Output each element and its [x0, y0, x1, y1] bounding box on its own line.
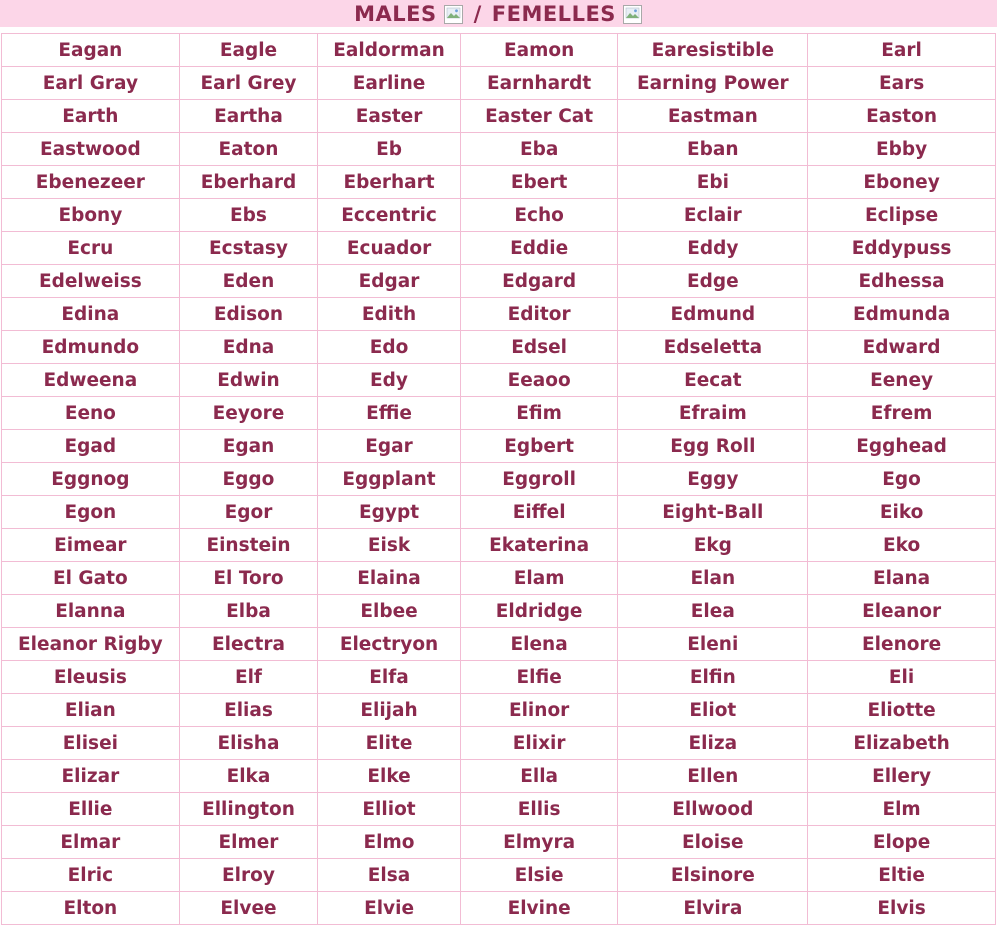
name-link[interactable]: Ecstasy: [179, 232, 318, 265]
name-link[interactable]: Eggplant: [318, 463, 461, 496]
name-link[interactable]: Eclipse: [808, 199, 996, 232]
name-link[interactable]: Edge: [618, 265, 808, 298]
name-link[interactable]: Eiffel: [460, 496, 618, 529]
name-link[interactable]: Elana: [808, 562, 996, 595]
name-link[interactable]: Eleanor Rigby: [2, 628, 180, 661]
name-link[interactable]: Elan: [618, 562, 808, 595]
name-link[interactable]: Edwin: [179, 364, 318, 397]
name-link[interactable]: Electryon: [318, 628, 461, 661]
name-link[interactable]: Eagle: [179, 34, 318, 67]
name-link[interactable]: Ellis: [460, 793, 618, 826]
name-link[interactable]: Eloise: [618, 826, 808, 859]
name-link[interactable]: Ebs: [179, 199, 318, 232]
name-link[interactable]: Edith: [318, 298, 461, 331]
name-link[interactable]: El Gato: [2, 562, 180, 595]
name-link[interactable]: Ego: [808, 463, 996, 496]
name-link[interactable]: Elanna: [2, 595, 180, 628]
name-link[interactable]: Elena: [460, 628, 618, 661]
name-link[interactable]: Elvine: [460, 892, 618, 925]
females-link[interactable]: FEMELLES: [491, 1, 616, 26]
name-link[interactable]: Egon: [2, 496, 180, 529]
names-grid: [0, 33, 997, 925]
name-link[interactable]: Effie: [318, 397, 461, 430]
name-link[interactable]: Ebert: [460, 166, 618, 199]
name-link[interactable]: Easter Cat: [460, 100, 618, 133]
name-link[interactable]: Elizabeth: [808, 727, 996, 760]
name-link[interactable]: Ebenezeer: [2, 166, 180, 199]
table-row: [2, 628, 996, 661]
name-link[interactable]: Elmo: [318, 826, 461, 859]
name-link[interactable]: Ecuador: [318, 232, 461, 265]
name-link[interactable]: Ebby: [808, 133, 996, 166]
name-link[interactable]: Eko: [808, 529, 996, 562]
name-link[interactable]: Ellen: [618, 760, 808, 793]
name-link[interactable]: Eastwood: [2, 133, 180, 166]
name-link[interactable]: Edo: [318, 331, 461, 364]
name-link[interactable]: Electra: [179, 628, 318, 661]
name-link[interactable]: Ellie: [2, 793, 180, 826]
name-link[interactable]: Earl Gray: [2, 67, 180, 100]
name-link[interactable]: Eiko: [808, 496, 996, 529]
name-link[interactable]: Edmundo: [2, 331, 180, 364]
table-row: [2, 364, 996, 397]
name-link[interactable]: Efim: [460, 397, 618, 430]
name-link[interactable]: Edweena: [2, 364, 180, 397]
name-link[interactable]: Eddie: [460, 232, 618, 265]
name-link[interactable]: Eamon: [460, 34, 618, 67]
name-link[interactable]: Elite: [318, 727, 461, 760]
table-row: [2, 265, 996, 298]
name-link[interactable]: Edmunda: [808, 298, 996, 331]
name-link[interactable]: Earl Grey: [179, 67, 318, 100]
name-link[interactable]: Edy: [318, 364, 461, 397]
table-row: [2, 298, 996, 331]
name-link[interactable]: Edina: [2, 298, 180, 331]
name-link[interactable]: Einstein: [179, 529, 318, 562]
name-link[interactable]: Elka: [179, 760, 318, 793]
name-link[interactable]: Ellwood: [618, 793, 808, 826]
name-link[interactable]: Edsel: [460, 331, 618, 364]
name-link[interactable]: Eberhart: [318, 166, 461, 199]
name-link[interactable]: Eleanor: [808, 595, 996, 628]
name-link[interactable]: Eleni: [618, 628, 808, 661]
table-row: [2, 463, 996, 496]
name-link[interactable]: Easter: [318, 100, 461, 133]
name-link[interactable]: Elenore: [808, 628, 996, 661]
name-link[interactable]: Eggo: [179, 463, 318, 496]
name-link[interactable]: Eden: [179, 265, 318, 298]
name-link[interactable]: Eeney: [808, 364, 996, 397]
name-link[interactable]: Earth: [2, 100, 180, 133]
name-link[interactable]: Elijah: [318, 694, 461, 727]
table-row: [2, 859, 996, 892]
name-link[interactable]: Eli: [808, 661, 996, 694]
name-link[interactable]: Elvis: [808, 892, 996, 925]
name-link[interactable]: Eggnog: [2, 463, 180, 496]
name-link[interactable]: Ekg: [618, 529, 808, 562]
header-separator: /: [473, 1, 482, 26]
name-link[interactable]: Eight-Ball: [618, 496, 808, 529]
table-row: [2, 727, 996, 760]
name-link[interactable]: Elisei: [2, 727, 180, 760]
name-link[interactable]: Eliotte: [808, 694, 996, 727]
name-link[interactable]: Eb: [318, 133, 461, 166]
table-row: [2, 133, 996, 166]
name-link[interactable]: Ellery: [808, 760, 996, 793]
table-row: [2, 694, 996, 727]
name-link[interactable]: Ella: [460, 760, 618, 793]
name-link[interactable]: Eban: [618, 133, 808, 166]
name-link[interactable]: Eaton: [179, 133, 318, 166]
name-link[interactable]: Elam: [460, 562, 618, 595]
name-link[interactable]: Eeno: [2, 397, 180, 430]
males-link[interactable]: MALES: [354, 1, 437, 26]
table-row: [2, 232, 996, 265]
name-link[interactable]: Egbert: [460, 430, 618, 463]
name-link[interactable]: Eldridge: [460, 595, 618, 628]
name-link[interactable]: Elinor: [460, 694, 618, 727]
name-link[interactable]: Elsinore: [618, 859, 808, 892]
name-link[interactable]: Egg Roll: [618, 430, 808, 463]
name-link[interactable]: Elias: [179, 694, 318, 727]
name-link[interactable]: Editor: [460, 298, 618, 331]
name-link[interactable]: Eliot: [618, 694, 808, 727]
name-link[interactable]: Eastman: [618, 100, 808, 133]
name-link[interactable]: Eltie: [808, 859, 996, 892]
name-link[interactable]: Eagan: [2, 34, 180, 67]
name-link[interactable]: Egar: [318, 430, 461, 463]
table-row: [2, 496, 996, 529]
name-link[interactable]: Elmyra: [460, 826, 618, 859]
table-row: [2, 595, 996, 628]
table-row: [2, 331, 996, 364]
name-link[interactable]: Elvie: [318, 892, 461, 925]
broken-image-icon[interactable]: [622, 4, 643, 25]
name-link[interactable]: Edmund: [618, 298, 808, 331]
name-link[interactable]: Egan: [179, 430, 318, 463]
table-row: [2, 793, 996, 826]
name-link[interactable]: Egghead: [808, 430, 996, 463]
name-link[interactable]: Edseletta: [618, 331, 808, 364]
name-link[interactable]: Ecru: [2, 232, 180, 265]
name-link[interactable]: Easton: [808, 100, 996, 133]
name-link[interactable]: Eimear: [2, 529, 180, 562]
name-link[interactable]: Ellington: [179, 793, 318, 826]
name-link[interactable]: Earning Power: [618, 67, 808, 100]
name-link[interactable]: Eccentric: [318, 199, 461, 232]
name-link[interactable]: Eddy: [618, 232, 808, 265]
name-link[interactable]: Efrem: [808, 397, 996, 430]
name-link[interactable]: Eartha: [179, 100, 318, 133]
name-link[interactable]: Elsa: [318, 859, 461, 892]
name-link[interactable]: Elisha: [179, 727, 318, 760]
name-link[interactable]: Elfie: [460, 661, 618, 694]
name-link[interactable]: Earesistible: [618, 34, 808, 67]
name-link[interactable]: Earl: [808, 34, 996, 67]
name-link[interactable]: Elvira: [618, 892, 808, 925]
table-row: [2, 199, 996, 232]
broken-image-icon[interactable]: [443, 4, 464, 25]
name-link[interactable]: Eba: [460, 133, 618, 166]
name-link[interactable]: Eisk: [318, 529, 461, 562]
name-link[interactable]: Egypt: [318, 496, 461, 529]
name-link[interactable]: Ebony: [2, 199, 180, 232]
name-link[interactable]: Elfa: [318, 661, 461, 694]
name-link[interactable]: Eclair: [618, 199, 808, 232]
name-link[interactable]: Elf: [179, 661, 318, 694]
name-link[interactable]: Earline: [318, 67, 461, 100]
name-link[interactable]: Edelweiss: [2, 265, 180, 298]
table-row: [2, 430, 996, 463]
name-link[interactable]: Ears: [808, 67, 996, 100]
name-link[interactable]: Elton: [2, 892, 180, 925]
name-link[interactable]: Elke: [318, 760, 461, 793]
name-link[interactable]: Eberhard: [179, 166, 318, 199]
name-link[interactable]: Echo: [460, 199, 618, 232]
name-link[interactable]: Elixir: [460, 727, 618, 760]
name-link[interactable]: Edward: [808, 331, 996, 364]
name-link[interactable]: Edison: [179, 298, 318, 331]
name-link[interactable]: Ealdorman: [318, 34, 461, 67]
table-row: [2, 562, 996, 595]
table-row: [2, 100, 996, 133]
name-link[interactable]: Eggy: [618, 463, 808, 496]
name-link[interactable]: Elmer: [179, 826, 318, 859]
table-row: [2, 166, 996, 199]
name-link[interactable]: Eeaoo: [460, 364, 618, 397]
table-row: [2, 892, 996, 925]
name-link[interactable]: Eggroll: [460, 463, 618, 496]
table-row: [2, 397, 996, 430]
name-link[interactable]: Elba: [179, 595, 318, 628]
names-table: [1, 33, 996, 925]
table-row: [2, 529, 996, 562]
name-link[interactable]: Elmar: [2, 826, 180, 859]
name-link[interactable]: Eddypuss: [808, 232, 996, 265]
name-link[interactable]: Edgar: [318, 265, 461, 298]
name-link[interactable]: Elm: [808, 793, 996, 826]
name-link[interactable]: El Toro: [179, 562, 318, 595]
name-link[interactable]: Egor: [179, 496, 318, 529]
name-link[interactable]: Eeyore: [179, 397, 318, 430]
name-link[interactable]: Elea: [618, 595, 808, 628]
name-link[interactable]: Eleusis: [2, 661, 180, 694]
name-link[interactable]: Elian: [2, 694, 180, 727]
name-link[interactable]: Elroy: [179, 859, 318, 892]
name-link[interactable]: Elvee: [179, 892, 318, 925]
name-link[interactable]: Earnhardt: [460, 67, 618, 100]
name-link[interactable]: Elizar: [2, 760, 180, 793]
table-row: [2, 67, 996, 100]
name-link[interactable]: Efraim: [618, 397, 808, 430]
name-link[interactable]: Egad: [2, 430, 180, 463]
name-link[interactable]: Eboney: [808, 166, 996, 199]
name-link[interactable]: Ekaterina: [460, 529, 618, 562]
name-link[interactable]: Elfin: [618, 661, 808, 694]
name-link[interactable]: Elope: [808, 826, 996, 859]
name-link[interactable]: Edgard: [460, 265, 618, 298]
table-row: [2, 661, 996, 694]
name-link[interactable]: Elsie: [460, 859, 618, 892]
name-link[interactable]: Elaina: [318, 562, 461, 595]
name-link[interactable]: Elbee: [318, 595, 461, 628]
gender-filter-header: [0, 0, 997, 27]
table-row: [2, 760, 996, 793]
name-link[interactable]: Eecat: [618, 364, 808, 397]
name-link[interactable]: Eliza: [618, 727, 808, 760]
table-row: [2, 826, 996, 859]
name-link[interactable]: Elric: [2, 859, 180, 892]
name-link[interactable]: Elliot: [318, 793, 461, 826]
name-link[interactable]: Edhessa: [808, 265, 996, 298]
name-link[interactable]: Ebi: [618, 166, 808, 199]
table-row: [2, 34, 996, 67]
name-link[interactable]: Edna: [179, 331, 318, 364]
